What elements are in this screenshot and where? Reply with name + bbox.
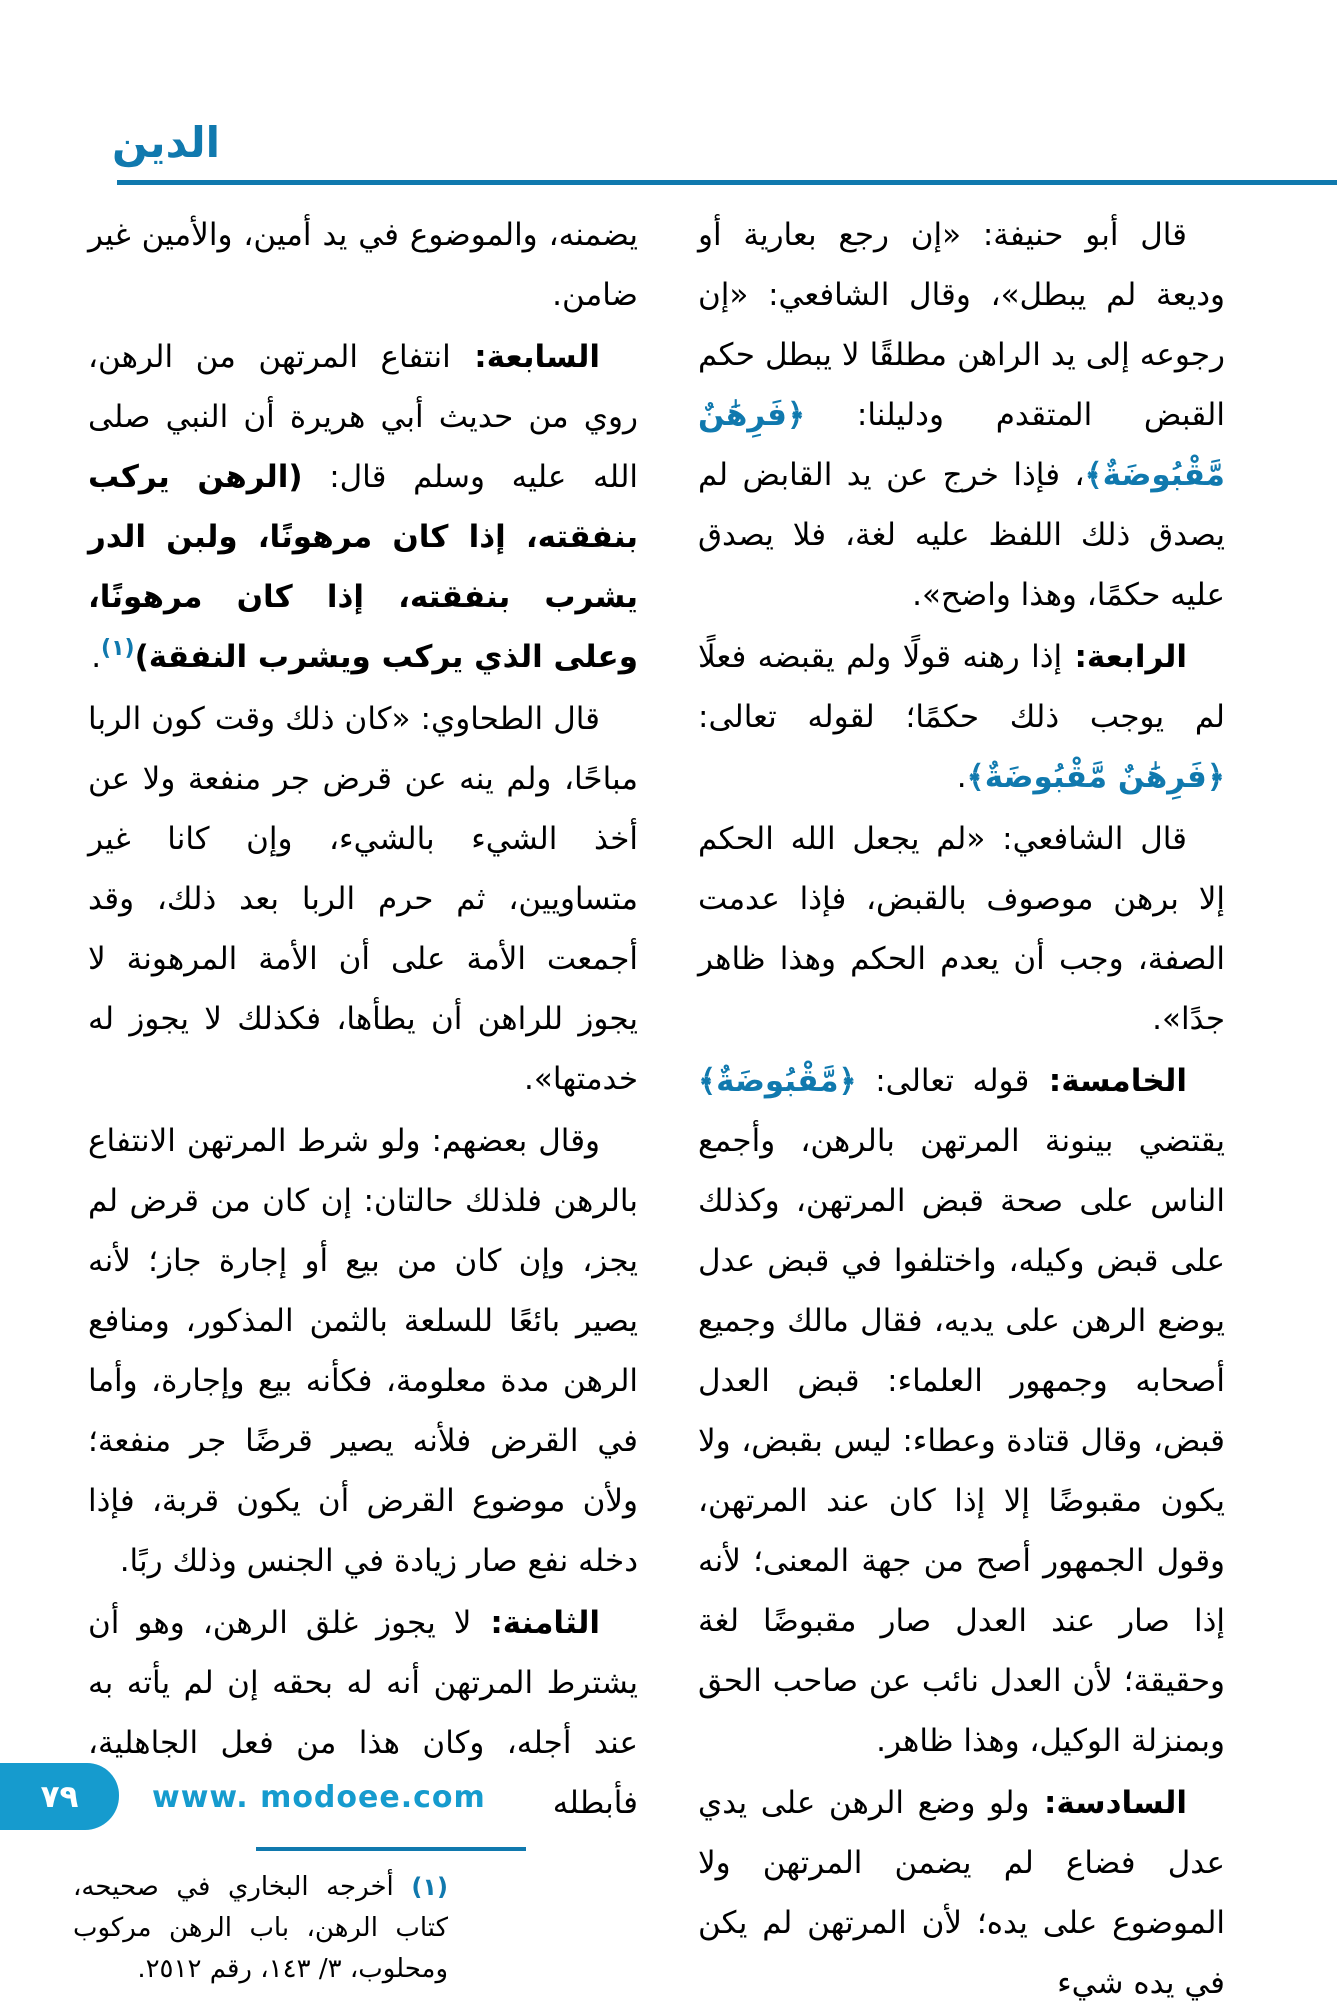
text-segment: (الرهن يركب بنفقته، إذا كان مرهونًا، ولبن الدر يشرب بنفقته، إذا كان مرهونًا، وعلى الذي يركب ويشرب النفقة) [88, 459, 638, 675]
text-segment: . [956, 759, 967, 795]
text-column-left [73, 205, 639, 2015]
website-link[interactable]: www. modoee.com [152, 1780, 486, 1815]
text-segment: السابعة: [450, 339, 600, 375]
footnote-marker: (١) [393, 1873, 448, 1901]
paragraph [698, 627, 1225, 807]
header-rule [117, 180, 1337, 185]
text-segment: قوله تعالى: [856, 1063, 1030, 1099]
text-segment: يضمنه، والموضوع في يد أمين، والأمين غير ضامن. [88, 217, 638, 313]
text-segment: وقال بعضهم: ولو شرط المرتهن الانتفاع بالرهن فلذلك حالتان: إن كان من قرض لم يجز، وإن كان من بيع أو إجارة جاز؛ لأنه يصير بائعًا للسلعة بالثمن المذكور، ومنافع الرهن مدة معلومة، فكأنه بيع وإجارة، وأما في القرض فلأنه يصير قرضًا جر منفعة؛ ولأن موضوع القرض أن يكون قربة، فإذا دخله نفع صار زيادة في الجنس وذلك ربًا. [88, 1123, 638, 1579]
quran-verse: ﴿فَرِهَٰنٌ مَّقْبُوضَةٌ﴾ [698, 397, 1225, 493]
paragraph [698, 1773, 1225, 2013]
quran-verse: ﴿مَّقْبُوضَةٌ﴾ [698, 1063, 857, 1099]
text-column-right [698, 205, 1225, 2015]
page-number-badge [0, 1763, 119, 1830]
text-segment: الخامسة: [1029, 1063, 1187, 1099]
paragraph [88, 1111, 638, 1591]
text-segment: قال الطحاوي: «كان ذلك وقت كون الربا مباحًا، ولم ينه عن قرض جر منفعة ولا عن أخذ الشيء بالشيء، وإن كانا غير متساويين، ثم حرم الربا بعد ذلك، وقد أجمعت الأمة على أن الأمة المرهونة لا يجوز للراهن أن يطأها، فكذلك لا يجوز له خدمتها». [88, 701, 638, 1097]
text-segment: الرابعة: [1062, 639, 1187, 675]
text-segment: قال الشافعي: «لم يجعل الله الحكم إلا برهن موصوف بالقبض، فإذا عدمت الصفة، وجب أن يعدم الحكم وهذا ظاهر جدًا». [698, 821, 1225, 1037]
text-segment: يقتضي بينونة المرتهن بالرهن، وأجمع الناس على صحة قبض المرتهن، وكذلك على قبض وكيله، واختلفوا في قبض عدل يوضع الرهن على يديه، فقال مالك وجميع أصحابه وجمهور العلماء: قبض العدل قبض، وقال قتادة وعطاء: ليس بقبض، ولا يكون مقبوضًا إلا إذا كان عند المرتهن، وقول الجمهور أصح من جهة المعنى؛ لأنه إذا صار عند العدل صار مقبوضًا لغة وحقيقة؛ لأن العدل نائب عن صاحب الحق وبمنزلة الوكيل، وهذا ظاهر. [698, 1123, 1225, 1759]
footnote-separator [256, 1847, 526, 1851]
quran-verse: ﴿فَرِهَٰنٌ مَّقْبُوضَةٌ﴾ [966, 759, 1225, 795]
paragraph [698, 809, 1225, 1049]
text-segment: السادسة: [1029, 1785, 1187, 1821]
paragraph [698, 205, 1225, 625]
paragraph [88, 205, 638, 325]
text-segment: إذا رهنه قولًا ولم يقبضه فعلًا لم يوجب ذلك حكمًا؛ لقوله تعالى: [698, 639, 1225, 735]
text-segment: الثامنة: [471, 1605, 600, 1641]
page-header-title: الدين [112, 118, 220, 167]
footnote [73, 1867, 448, 1990]
text-segment: قال أبو حنيفة: «إن رجع بعارية أو وديعة لم يبطل»، وقال الشافعي: «إن رجوعه إلى يد الراهن مطلقًا لا يبطل حكم القبض المتقدم ودليلنا: [698, 217, 1225, 433]
paragraph [88, 689, 638, 1109]
text-segment: ولو وضع الرهن على يدي عدل فضاع لم يضمن المرتهن ولا الموضوع على يده؛ لأن المرتهن لم يكن في يده شيء [698, 1785, 1225, 2001]
page-body [73, 205, 1225, 2015]
text-segment: لا يجوز غلق الرهن، وهو أن يشترط المرتهن أنه له بحقه إن لم يأته به عند أجله، وكان هذا من فعل الجاهلية، فأبطله [88, 1605, 638, 1821]
paragraph [698, 1051, 1225, 1771]
text-segment: انتفاع المرتهن من الرهن، روي من حديث أبي هريرة أن النبي صلى الله عليه وسلم قال: [88, 339, 639, 495]
paragraph [88, 327, 638, 687]
text-segment: أخرجه البخاري في صحيحه، كتاب الرهن، باب الرهن مركوب ومحلوب، ٣/ ١٤٣، رقم ٢٥١٢. [73, 1872, 448, 1984]
page-number: ٧٩ [40, 1778, 79, 1815]
footnote-marker: (١) [101, 636, 135, 661]
text-segment: . [91, 639, 102, 675]
text-segment: ، فإذا خرج عن يد القابض لم يصدق ذلك اللفظ عليه لغة، فلا يصدق عليه حكمًا، وهذا واضح». [698, 457, 1225, 613]
